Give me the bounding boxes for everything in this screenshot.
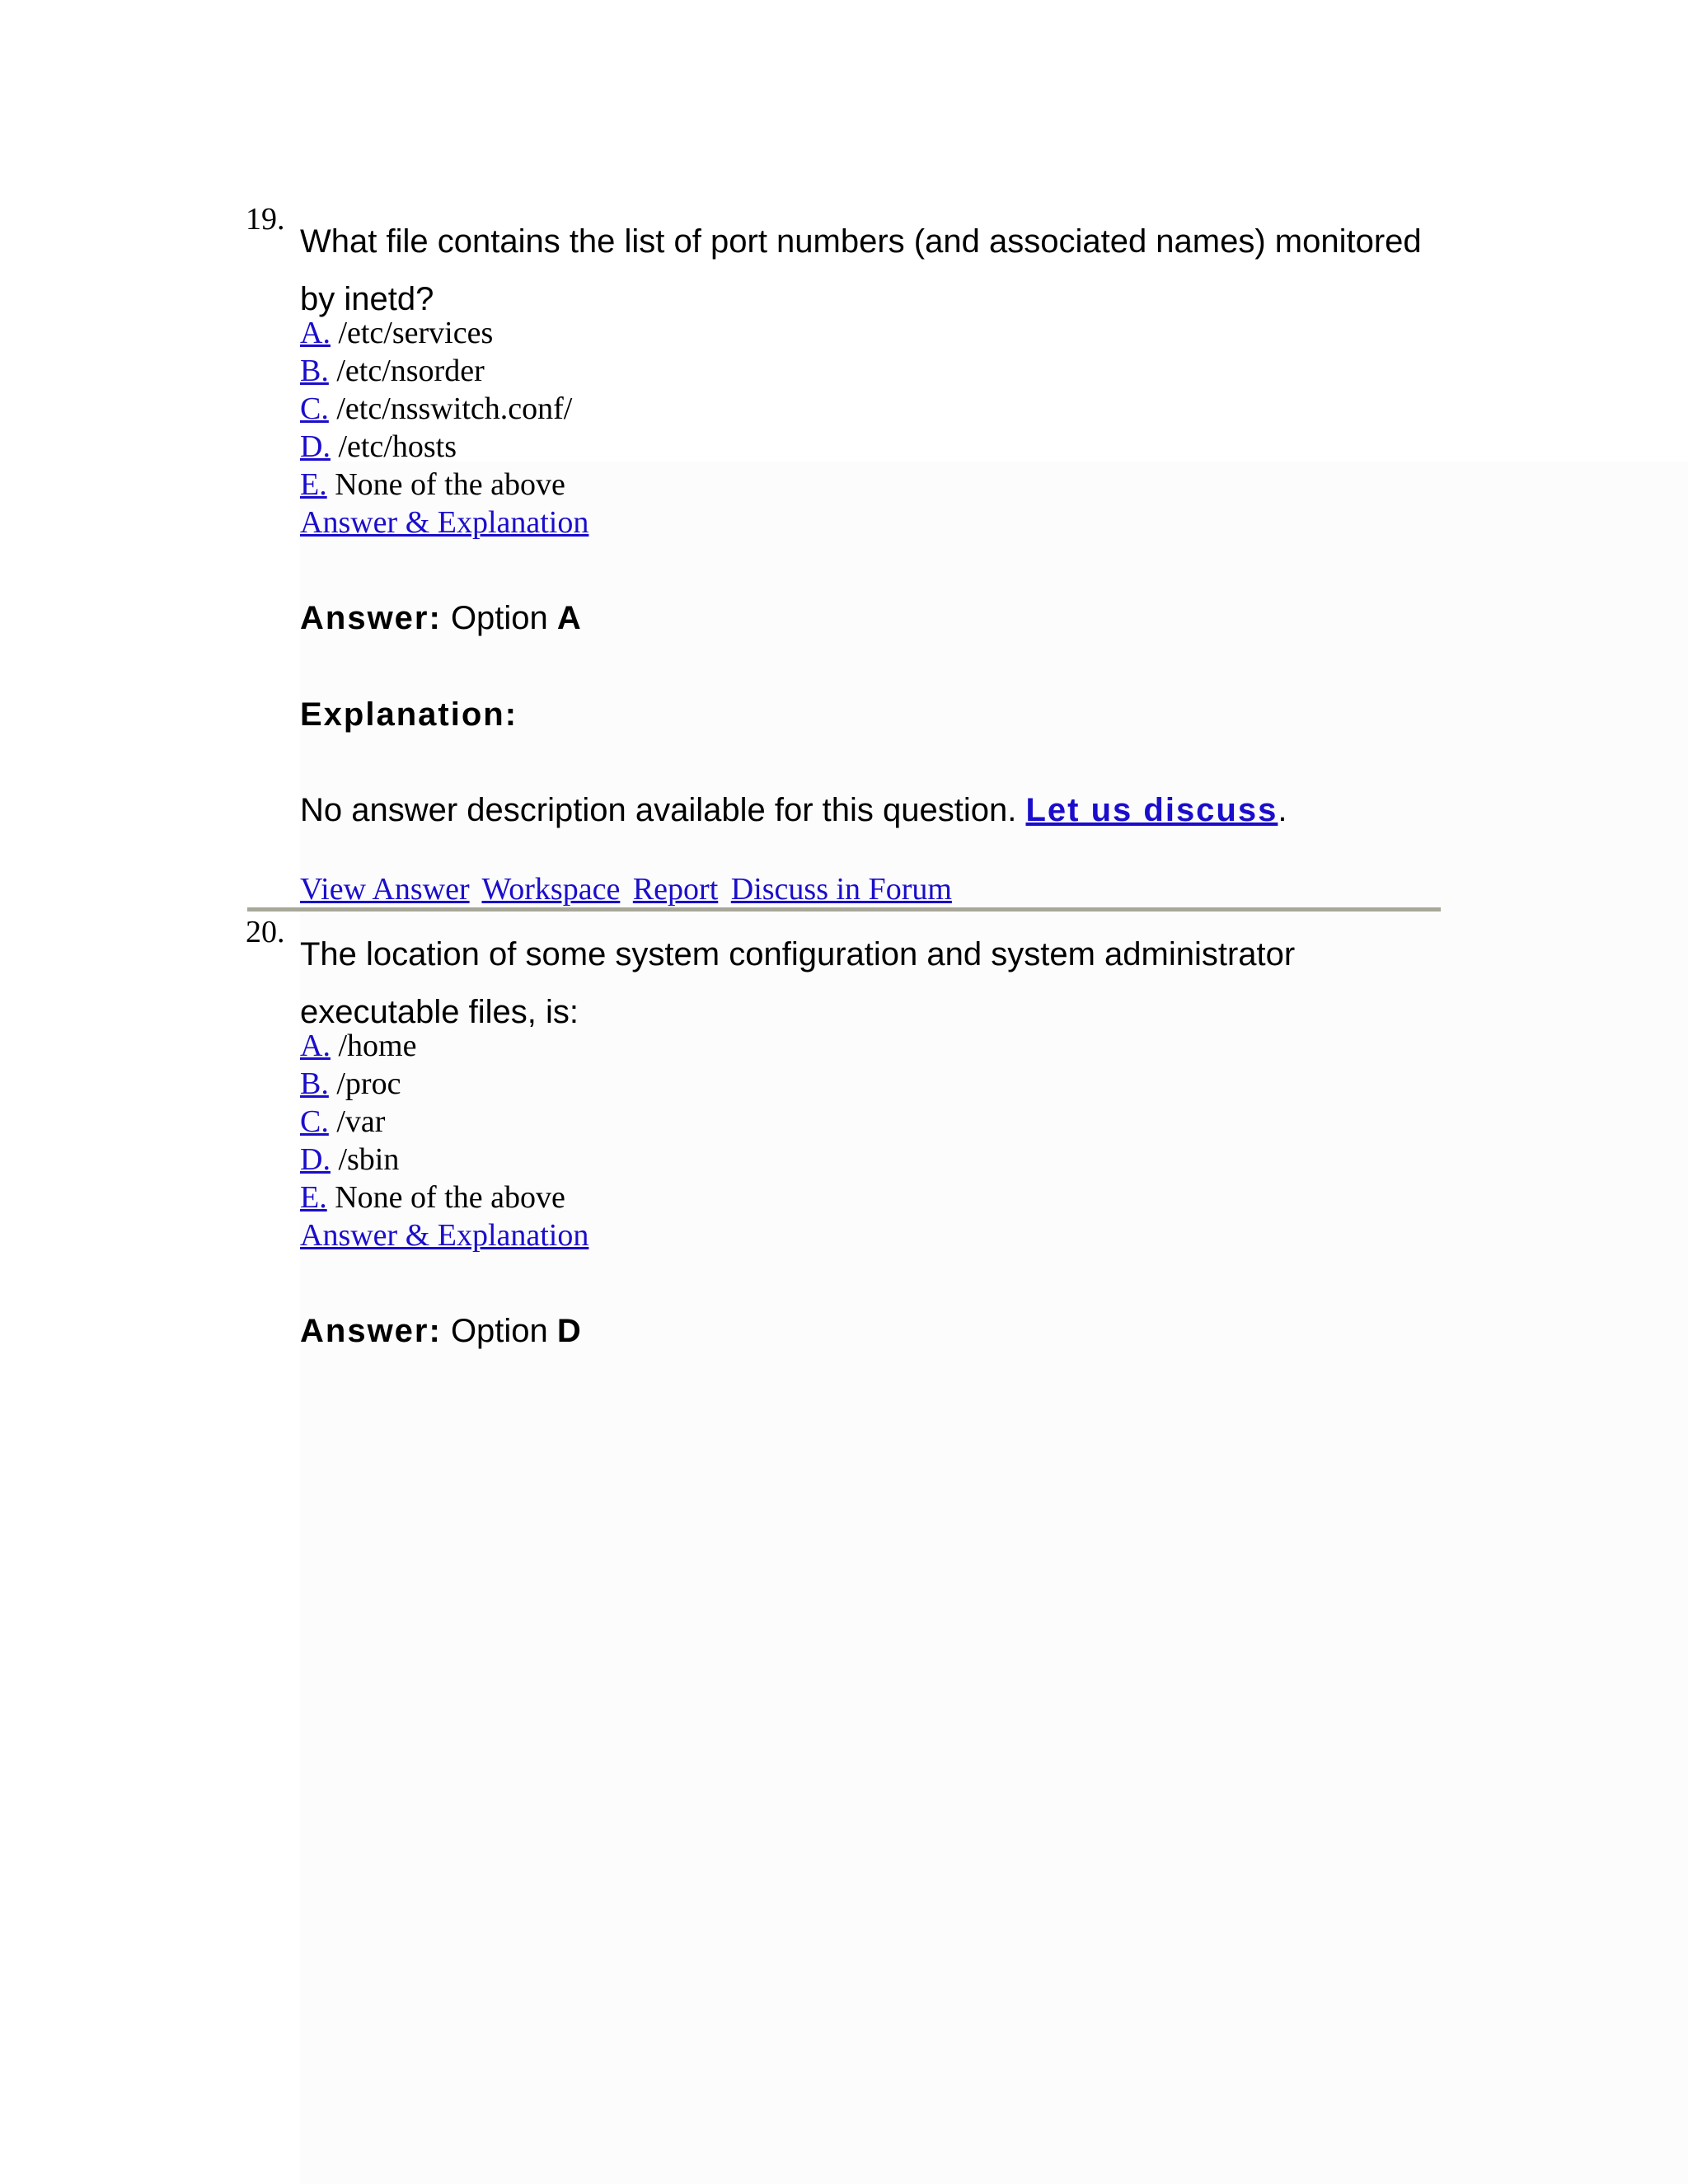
option-text: /etc/nsswitch.conf/ bbox=[336, 391, 573, 426]
option-d bbox=[300, 428, 588, 466]
question-divider bbox=[247, 907, 1441, 912]
options-list bbox=[300, 1027, 588, 1254]
option-c-link[interactable]: C. bbox=[300, 1104, 329, 1139]
let-us-discuss-link[interactable]: Let us discuss bbox=[1025, 792, 1278, 828]
answer-label: Answer: bbox=[300, 1313, 442, 1349]
answer-line bbox=[300, 598, 581, 639]
option-d-link[interactable]: D. bbox=[300, 1142, 331, 1177]
explanation-text: No answer description available for this question. bbox=[300, 792, 1017, 828]
option-d-link[interactable]: D. bbox=[300, 429, 331, 464]
view-answer-link[interactable]: View Answer bbox=[300, 872, 470, 907]
explanation-heading: Explanation: bbox=[300, 696, 518, 733]
question-text: What file contains the list of port numbers (and associated names) monitored by inetd? bbox=[300, 223, 1422, 317]
answer-explanation-row bbox=[300, 504, 588, 541]
answer-prefix: Option bbox=[450, 1313, 548, 1349]
answer-line bbox=[300, 1310, 581, 1352]
option-text: None of the above bbox=[335, 1180, 565, 1215]
option-b-link[interactable]: B. bbox=[300, 354, 329, 388]
option-b-link[interactable]: B. bbox=[300, 1066, 329, 1101]
option-c bbox=[300, 1103, 588, 1141]
option-e-link[interactable]: E. bbox=[300, 467, 327, 502]
question-text: The location of some system configuration and system administrator executable files, is: bbox=[300, 936, 1296, 1030]
option-text: /etc/nsorder bbox=[336, 354, 485, 388]
option-c-link[interactable]: C. bbox=[300, 391, 329, 426]
option-text: /proc bbox=[336, 1066, 401, 1101]
option-text: /var bbox=[336, 1104, 386, 1139]
discuss-in-forum-link[interactable]: Discuss in Forum bbox=[730, 872, 952, 907]
option-e bbox=[300, 466, 588, 504]
answer-prefix: Option bbox=[450, 600, 548, 636]
option-b bbox=[300, 352, 588, 390]
explanation-end: . bbox=[1278, 792, 1287, 828]
option-e-link[interactable]: E. bbox=[300, 1180, 327, 1215]
option-a-link[interactable]: A. bbox=[300, 1029, 331, 1063]
option-e bbox=[300, 1179, 588, 1216]
option-c bbox=[300, 390, 588, 428]
question-number: 20. bbox=[246, 915, 285, 949]
option-d bbox=[300, 1141, 588, 1179]
options-list bbox=[300, 314, 588, 541]
answer-label: Answer: bbox=[300, 600, 442, 636]
option-text: /home bbox=[338, 1029, 417, 1063]
option-b bbox=[300, 1065, 588, 1103]
question-actions bbox=[300, 870, 957, 908]
option-text: None of the above bbox=[335, 467, 565, 502]
option-a bbox=[300, 314, 588, 352]
workspace-link[interactable]: Workspace bbox=[481, 872, 621, 907]
answer-explanation-link[interactable]: Answer & Explanation bbox=[300, 505, 589, 540]
answer-explanation-link[interactable]: Answer & Explanation bbox=[300, 1218, 589, 1253]
option-text: /etc/hosts bbox=[338, 429, 457, 464]
answer-value: D bbox=[556, 1313, 581, 1349]
answer-value: A bbox=[556, 600, 581, 636]
option-text: /etc/services bbox=[338, 316, 494, 350]
option-a bbox=[300, 1027, 588, 1065]
explanation-text-line bbox=[300, 790, 1287, 831]
answer-explanation-row bbox=[300, 1216, 588, 1254]
option-text: /sbin bbox=[338, 1142, 400, 1177]
report-link[interactable]: Report bbox=[632, 872, 719, 907]
question-number: 19. bbox=[246, 202, 285, 237]
option-a-link[interactable]: A. bbox=[300, 316, 331, 350]
